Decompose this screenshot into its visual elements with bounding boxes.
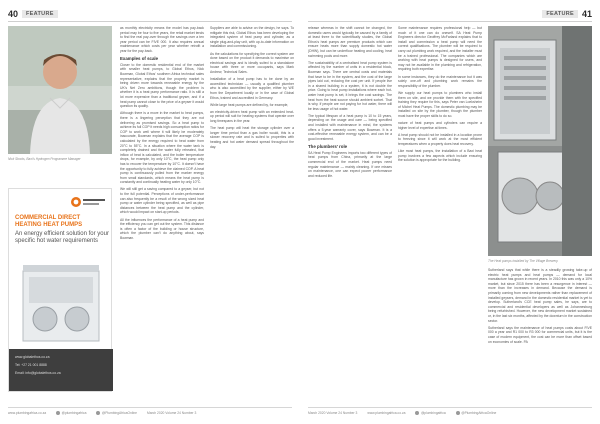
paragraph: The sustainability of a centralised heat pump system is affected by the number of units in a residential block, Bowman says. There are central costs and materials that have to be in the system, and the cost of the large pipes laid out, reducing the cost per unit. If people live in a shared building in a system, it is not double the price. Going to heat pump installations where each hot-water heat pump is set, it brings the cost savings. The heat from the heat source should ambient sorbet. That is why, if people are not paying for hot water, there will be less usage of hot water. [308,60,392,111]
left-article-column [120,26,204,404]
left-page-header [8,9,58,19]
paragraph: While large heat pumps are defined by, for example, [210,102,289,107]
paragraph: release whereas in the shift cannot be changed, the domestic users would typically be caused by a family of at least three to the scientifically studies, the Global Ethos's heat pumps are premium products which can ensure heats more than supply domestic hot water (DHW), but can be underfloor heating and cooling, heat swimming pools and more. [308,26,392,58]
section-label: FEATURE [22,10,58,18]
footer-website[interactable]: www.plumbingafrica.co.za [367,411,406,415]
header-rule [308,21,592,22]
facebook-icon [456,411,460,415]
right-article-column-1 [308,26,392,404]
left-footer [8,411,196,415]
paragraph: All the influences the performance of a heat pump and the efficiency you can get out the system. This distance is often a factor of the building or house structure, which the plumber can't do anything about, says Bowman. [120,217,204,241]
footer-twitter[interactable]: @plumbingafrica [56,411,86,415]
paragraph: The heat pump will heat the storage cylinder over a longer time period than a gas boiler would, this is a slower recovery rate and is suited to properties with heating and hot water demand spread throughout the day. [210,126,294,149]
twitter-icon [56,411,60,415]
paragraph: SA Heat Pump Engineers imports two different types of heat pumps from China, primarily at the large commercial end of the market. Heat pumps need regular maintenance — mainly cleaning. If one misses on maintenance, one can expect poorer performance and reduced life. [308,150,392,178]
paragraph: as monthly electricity means the model has pay-back period may be four to five years, the retail market tends to find the real pay-over through the savings over a ten year period can be FIVE 000. It also requires annual maintenance which costs per year whether retrofit a year for the pay-back. [120,26,204,53]
footer-facebook[interactable]: @PlumbingAfricaOnline [96,411,137,415]
right-article-column-3 [488,268,592,404]
paragraph: The typical lifespan of a heat pump is 10 to 15 years, depending on the usage and care — being specified and installed with maintenance in mind, the systems offers a 5-year warranty cover, says Bowman. It is a cost-effective renewable energy system, and can be a good investment. [308,113,392,141]
ad-title-line2: HEATING HEAT PUMPS [15,222,83,228]
footer-issue: March 2020 Volume 24 Number 3 [146,411,197,415]
footer-rule [308,407,592,408]
footer-facebook[interactable]: @PlumbingAfricaOnline [456,411,497,415]
right-article-column-2 [398,26,482,404]
footer-rule [8,407,292,408]
twitter-icon [415,411,419,415]
subheading: The plumbers' role [308,144,348,150]
paragraph: Although there is a move in the market to heat pumps, there is a lingering perception that they are not delivering as promised savings. So a heat pump to achieve its full COP it needs high consumption ratios for COP to work well where it will likely be moderately inaccurate, Bowman explains that the average COP is calculated by the energy required to heat water from 20°C to 55°C. In a situation where the water tank is completely drained and the water fully reheated, that inflow of heat is calculated, and the boiler temperature drops, for example, by only 10°C, the heat pump only has to recover the temperature by 10°C. It doesn't have the opportunity to fully achieve the claimed COP. A heat pump is continuously pulled from the marker energy from small standards, which means the heat pump is constantly and continually heating water by only 10°C. [120,111,204,185]
heat-pumps-photo [488,26,592,256]
facebook-icon [96,411,100,415]
paragraph: Closer to the domestic residential end of the market with smaller heat pumps, to Global Ethos, Nick Bowman, Global Ethos' southern Africa technical sales representative, explains that the property market is being driven more towards renewable energy by the UK's Net Zero ambitions, though the problem is whether it is a heat pump performance ratio. It is still a lot more expensive than a traditional geyser, and if a heat pump cannot close to the price of a geyser it would question its quality. [120,62,204,109]
ad-contact-bar [9,349,113,391]
advertisement [8,188,112,392]
right-footer [308,411,496,415]
paragraph: In some instances, they do the maintenance but it was solely one-off and plumbing work remains the responsibility of the plumber. [398,74,482,88]
footer-issue: March 2020 Volume 24 Number 3 [308,411,358,415]
paragraph: an electricity-driven heat pump with an extended heat-up period will suit for heating systems that operate over long timespans in the year. [210,109,294,124]
right-page-header [542,9,592,19]
person-photo [8,26,112,154]
paragraph: As the calculations for specifying the correct system are done based on the product it demands to maximise on electrical savings and is ideally suited to a standalone house with three or more occupants, says Mark Andrew, Technical Sales. [210,51,294,74]
heat-pump-unit-image [19,261,103,347]
paragraph: Sutherland says that while there is a steadily growing take-up of electric heat pumps and heat pumps — demand for local manufacture has grown in recent years. In 2010 this was only a 10% market, but since 2015 there has been a resurgence in interest — more than the increases in demand. Because the demand is primarily coming from new developments rather than replacement of installed geysers, demand in the domestic residential market is yet to develop. Sutherland's CCE heat pump sales, he says, are to commercial and residential developers as well as Johannesburg being refurbished. However, the new development market sustained or, in the last six months, affected by the downturn in the construction sector. [488,268,592,323]
ad-title-line1: COMMERCIAL DIRECT [15,215,81,221]
paragraph: Suppliers are able to advise on the design, he says. To mitigate this risk, Global Ethos has been developing the integrated system of heat pump and cylinder, as a single plug-and-play unit, with up-to-date information on installation and commissioning. [210,26,294,49]
photo-caption: Nick Stocks, Baxi's Hydrogen Programme Manager [8,157,81,161]
paragraph: Like most heat pumps, the installation of a Baxi heat pump involves a few aspects which include ensuring the solution is appropriate for the building. [398,149,482,163]
paragraph: A heat pump should not be installed in a location prone to freezing since it will work at the most efficient temperatures when a property does heat recovery. [398,132,482,147]
header-rule [8,21,292,22]
left-article-column-2 [210,26,294,404]
page-number: 40 [8,9,19,19]
ad-tagline: An energy efficient solution for your specific hot water requirements [15,231,109,244]
paragraph: nature of heat pumps and cylinders can require a higher level of expertise at times. [398,121,482,130]
ad-contact-line[interactable]: Email: info@globalethos.co.za [15,371,61,375]
global-ethos-logo [70,195,106,207]
paragraph: Some maintenance requires professional help — but much of it one can do oneself. SA Heat Pump Engineers director Geoffrey McFarland explains that to install and commission a heat pump will need the correct qualifications. The plumber will be required to carry out plumbing work required, and the installer must be a trained professional. The companies which are working with heat pumps is designed for users, and may not be available in the plumbing and refrigeration, requiring both expertise. [398,26,482,72]
ad-contact-line[interactable]: www.globalethos.co.za [15,355,50,359]
section-label: FEATURE [542,10,578,18]
paragraph: We will still get a saving compared to a geyser, but not to the full potential. Perceptions of under-performance can also frequently be a result of the wrong sized heat pump or water cylinder being specified, as well as pipe distances between the heat pump and the cylinder, which would impact on start-up periods. [120,187,204,215]
paragraph: Installation of a heat pump has to be done by an accredited technician — usually a qualified plumber who is also accredited by the supplier, either by WE from the Department locally or in the case of Global Ethos, trained and accredited in Germany. [210,77,294,100]
subheading: Examples of scale [120,56,159,62]
page-number: 41 [581,9,592,19]
ad-title [15,215,82,229]
paragraph: We supply our heat pumps to plumbers who install them on site, and we provide them with the specified training they require for this, says Peter van Loeksheim of Michel Heat Pumps. The domestic plumbing may be installed on site by the plumber, though the plumber must have the proper skills to do so. [398,90,482,118]
photo-caption: The Heat pumps installed by The Village Brewery. [488,259,559,263]
ad-contact-line: Tel: +27 21 001 8888 [15,363,47,367]
footer-twitter[interactable]: @plumbingafrica [415,411,445,415]
footer-website[interactable]: www.plumbingafrica.co.za [8,411,47,415]
paragraph: Sutherland says the maintenance of heat pumps costs about FIVE 000 a year and R1 000 to R3 000 for commercial units, but it is the case of modern equipment, the cost can be more than offset based on economies of scale. PA [488,325,592,344]
right-page [300,0,600,424]
